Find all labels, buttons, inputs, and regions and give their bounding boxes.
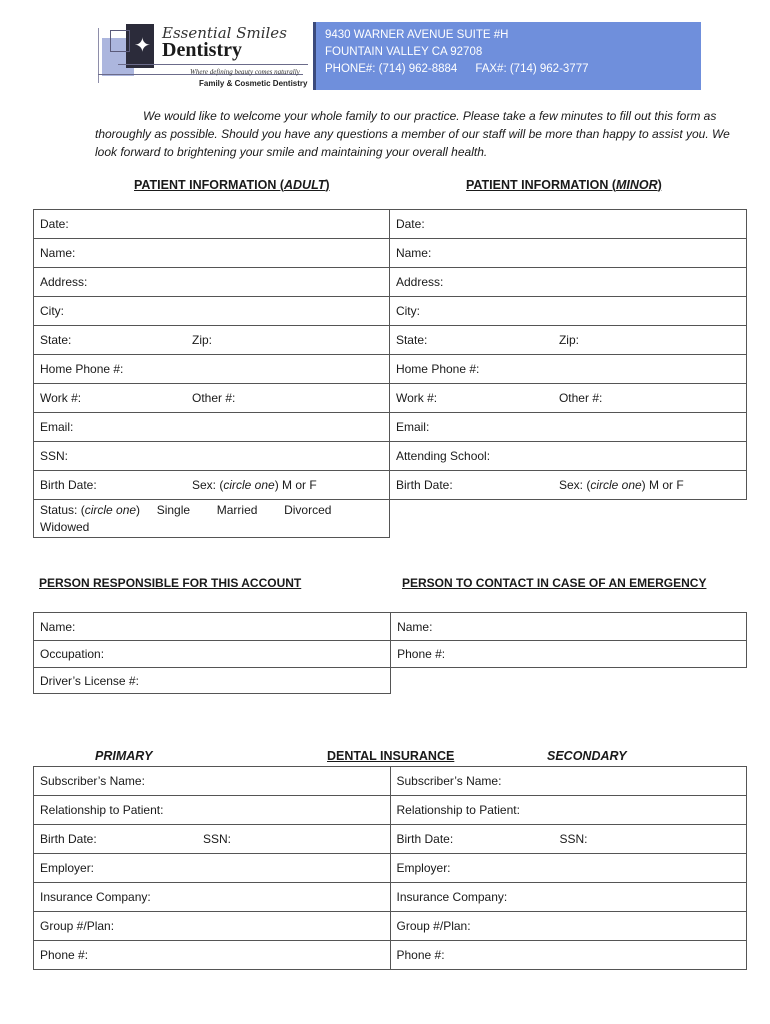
responsible-heading: PERSON RESPONSIBLE FOR THIS ACCOUNT (39, 576, 302, 590)
welcome-text: We would like to welcome your whole family to our practice. Please take a few minutes to fill out this form as thoroughly as possible. Should you have any questions a member of our staff will be more than happy to assist you. We look forward to brightening your smile and maintaining your overall health. (95, 109, 730, 159)
emergency-name-field[interactable]: Name: (391, 613, 747, 641)
responsible-name-field[interactable]: Name: (34, 613, 391, 641)
table-row (34, 326, 747, 355)
minor-heading: PATIENT INFORMATION (MINOR) (466, 178, 662, 192)
minor-work-other-field[interactable]: Work #: Other #: (389, 384, 746, 413)
table-row (34, 912, 747, 941)
table-row (34, 268, 747, 297)
adult-city-field[interactable]: City: (34, 297, 390, 326)
address-line-2: FOUNTAIN VALLEY CA 92708 (325, 46, 483, 58)
practice-address-box (313, 22, 701, 90)
logo-rule (118, 64, 308, 65)
patient-info-table (33, 209, 747, 538)
minor-city-field[interactable]: City: (389, 297, 746, 326)
table-row (34, 471, 747, 500)
table-row (34, 297, 747, 326)
table-row (34, 442, 747, 471)
practice-logo (96, 24, 312, 94)
emergency-heading: PERSON TO CONTACT IN CASE OF AN EMERGENCY (402, 576, 707, 590)
secondary-phone-field[interactable]: Phone #: (390, 941, 747, 970)
secondary-heading: SECONDARY (547, 749, 627, 763)
secondary-subscriber-field[interactable]: Subscriber’s Name: (390, 767, 747, 796)
responsible-occupation-field[interactable]: Occupation: (34, 641, 391, 668)
fax-number: FAX#: (714) 962-3777 (475, 63, 589, 75)
phone-number: PHONE#: (714) 962-8884 (325, 63, 458, 75)
insurance-table (33, 766, 747, 970)
empty-cell (389, 500, 746, 538)
minor-date-field[interactable]: Date: (389, 210, 746, 239)
adult-address-field[interactable]: Address: (34, 268, 390, 297)
table-row (34, 941, 747, 970)
empty-cell (391, 668, 747, 694)
logo-subtitle: Family & Cosmetic Dentistry (199, 79, 308, 88)
minor-email-field[interactable]: Email: (389, 413, 746, 442)
minor-name-field[interactable]: Name: (389, 239, 746, 268)
insurance-heading: DENTAL INSURANCE (327, 749, 455, 763)
table-row (34, 854, 747, 883)
contact-line (325, 61, 701, 78)
primary-group-field[interactable]: Group #/Plan: (34, 912, 391, 941)
table-row (34, 413, 747, 442)
table-row (34, 641, 747, 668)
adult-status-field[interactable]: Status: (circle one) Single Married Divorced Widowed (34, 500, 390, 538)
adult-work-other-field[interactable]: Work #: Other #: (34, 384, 390, 413)
adult-birth-sex-field[interactable]: Birth Date: Sex: (circle one) M or F (34, 471, 390, 500)
table-row (34, 355, 747, 384)
primary-employer-field[interactable]: Employer: (34, 854, 391, 883)
logo-tagline: Where defining beauty comes naturally (190, 68, 300, 76)
adult-ssn-field[interactable]: SSN: (34, 442, 390, 471)
logo-decoration (110, 30, 130, 52)
adult-date-field[interactable]: Date: (34, 210, 390, 239)
secondary-relationship-field[interactable]: Relationship to Patient: (390, 796, 747, 825)
primary-company-field[interactable]: Insurance Company: (34, 883, 391, 912)
logo-brand-text: Dentistry (162, 39, 242, 61)
responsible-license-field[interactable]: Driver’s License #: (34, 668, 391, 694)
emergency-phone-field[interactable]: Phone #: (391, 641, 747, 668)
address-line-1: 9430 WARNER AVENUE SUITE #H (325, 29, 509, 41)
adult-heading: PATIENT INFORMATION (ADULT) (134, 178, 330, 192)
table-row (34, 500, 747, 538)
table-row (34, 210, 747, 239)
table-row (34, 883, 747, 912)
secondary-birth-ssn-field[interactable]: Birth Date: SSN: (390, 825, 747, 854)
minor-school-field[interactable]: Attending School: (389, 442, 746, 471)
minor-state-zip-field[interactable]: State: Zip: (389, 326, 746, 355)
minor-address-field[interactable]: Address: (389, 268, 746, 297)
secondary-group-field[interactable]: Group #/Plan: (390, 912, 747, 941)
table-row (34, 384, 747, 413)
adult-home-phone-field[interactable]: Home Phone #: (34, 355, 390, 384)
adult-name-field[interactable]: Name: (34, 239, 390, 268)
table-row (34, 825, 747, 854)
table-row (34, 668, 747, 694)
table-row (34, 796, 747, 825)
primary-birth-ssn-field[interactable]: Birth Date: SSN: (34, 825, 391, 854)
adult-state-zip-field[interactable]: State: Zip: (34, 326, 390, 355)
primary-phone-field[interactable]: Phone #: (34, 941, 391, 970)
secondary-employer-field[interactable]: Employer: (390, 854, 747, 883)
table-row (34, 613, 747, 641)
primary-heading: PRIMARY (95, 749, 153, 763)
sparkle-icon: ✦ (134, 35, 151, 57)
primary-relationship-field[interactable]: Relationship to Patient: (34, 796, 391, 825)
adult-email-field[interactable]: Email: (34, 413, 390, 442)
table-row (34, 239, 747, 268)
minor-birth-sex-field[interactable]: Birth Date: Sex: (circle one) M or F (389, 471, 746, 500)
welcome-paragraph (95, 107, 735, 161)
contacts-table (33, 612, 747, 694)
minor-home-phone-field[interactable]: Home Phone #: (389, 355, 746, 384)
secondary-company-field[interactable]: Insurance Company: (390, 883, 747, 912)
primary-subscriber-field[interactable]: Subscriber’s Name: (34, 767, 391, 796)
logo-script-text: Essential Smiles (162, 24, 287, 42)
table-row (34, 767, 747, 796)
